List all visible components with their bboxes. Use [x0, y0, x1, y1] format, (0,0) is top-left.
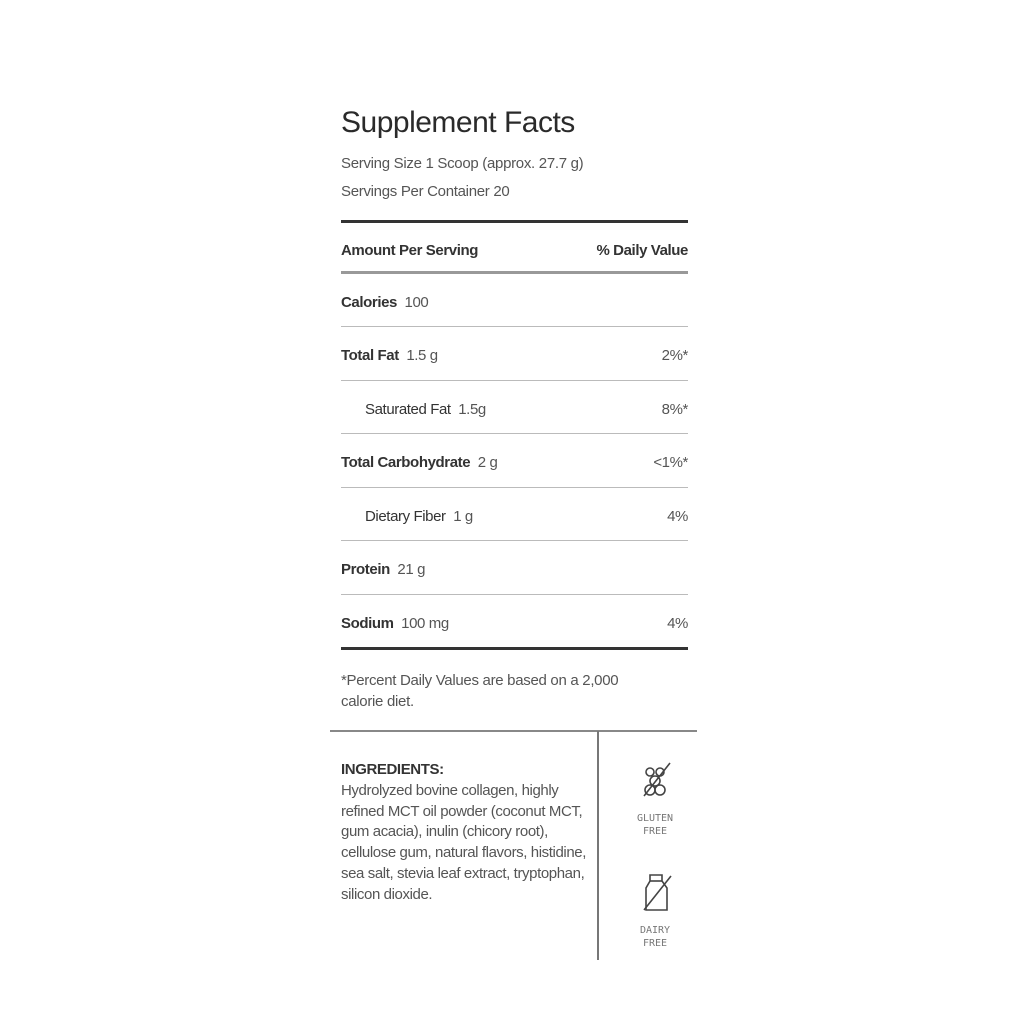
- ingredients-text: Hydrolyzed bovine collagen, highly refined MCT oil powder (coconut MCT, gum acacia), inulin (chicory root), cellulose gum, natural flavors, histidine, sea salt, stevia leaf extract, tryptophan, silicon dioxide.: [341, 781, 586, 903]
- nutrient-name: [341, 561, 425, 578]
- nutrient-amount: 1.5 g: [406, 347, 438, 364]
- nutrient-label: Calories: [341, 293, 397, 311]
- nutrient-name: [365, 508, 473, 525]
- nutrient-label: Total Carbohydrate: [341, 454, 471, 471]
- divider: [341, 380, 688, 381]
- nutrient-row: [341, 292, 688, 312]
- nutrient-row: [341, 506, 688, 526]
- divider: [341, 487, 688, 488]
- nutrient-name: [341, 615, 449, 632]
- vertical-divider: [597, 731, 599, 960]
- label-title: Supplement Facts: [341, 106, 575, 139]
- divider: [330, 730, 697, 732]
- nutrient-amount: 1 g: [453, 507, 473, 525]
- nutrient-row: [341, 453, 688, 473]
- nutrient-daily-value: 4%: [667, 614, 688, 632]
- dairy-free-icon: [640, 872, 674, 914]
- nutrient-name: [341, 454, 497, 471]
- divider: [341, 540, 688, 541]
- divider: [341, 271, 688, 274]
- nutrient-daily-value: <1%*: [653, 454, 688, 471]
- serving-size: Serving Size 1 Scoop (approx. 27.7 g): [341, 155, 584, 172]
- nutrient-name: [365, 401, 486, 418]
- nutrient-label: Protein: [341, 561, 390, 578]
- amount-per-serving-label: Amount Per Serving: [341, 241, 478, 259]
- nutrient-amount: 21 g: [397, 561, 426, 578]
- nutrient-amount: 2 g: [477, 454, 498, 471]
- nutrient-row: [341, 613, 688, 633]
- nutrient-name: [341, 294, 428, 311]
- nutrient-row: [341, 399, 688, 419]
- table-header: [341, 240, 688, 260]
- nutrient-amount: 100: [404, 293, 429, 311]
- ingredients-heading: INGREDIENTS:: [341, 761, 444, 778]
- nutrient-label: Total Fat: [341, 347, 399, 364]
- gluten-free-icon: [638, 760, 674, 800]
- divider: [341, 594, 688, 595]
- nutrient-row: [341, 346, 688, 366]
- nutrient-daily-value: 2%*: [661, 347, 688, 364]
- nutrient-amount: 1.5g: [458, 400, 486, 418]
- nutrient-daily-value: 8%*: [661, 400, 688, 418]
- gluten-free-label: GLUTEN FREE: [636, 813, 674, 837]
- nutrient-label: Saturated Fat: [365, 400, 451, 418]
- dairy-free-label: DAIRY FREE: [639, 925, 671, 949]
- footnote: *Percent Daily Values are based on a 2,000 calorie diet.: [341, 672, 619, 710]
- servings-per-container: Servings Per Container 20: [341, 183, 510, 200]
- divider: [341, 220, 688, 223]
- ingredients: [341, 760, 591, 906]
- nutrient-daily-value: 4%: [667, 507, 688, 525]
- nutrient-amount: 100 mg: [401, 614, 449, 632]
- nutrient-label: Dietary Fiber: [365, 507, 446, 525]
- nutrient-label: Sodium: [341, 614, 394, 632]
- divider: [341, 647, 688, 650]
- nutrient-name: [341, 347, 438, 364]
- divider: [341, 433, 688, 434]
- divider: [341, 326, 688, 327]
- nutrient-row: [341, 560, 688, 580]
- daily-value-label: % Daily Value: [596, 241, 688, 259]
